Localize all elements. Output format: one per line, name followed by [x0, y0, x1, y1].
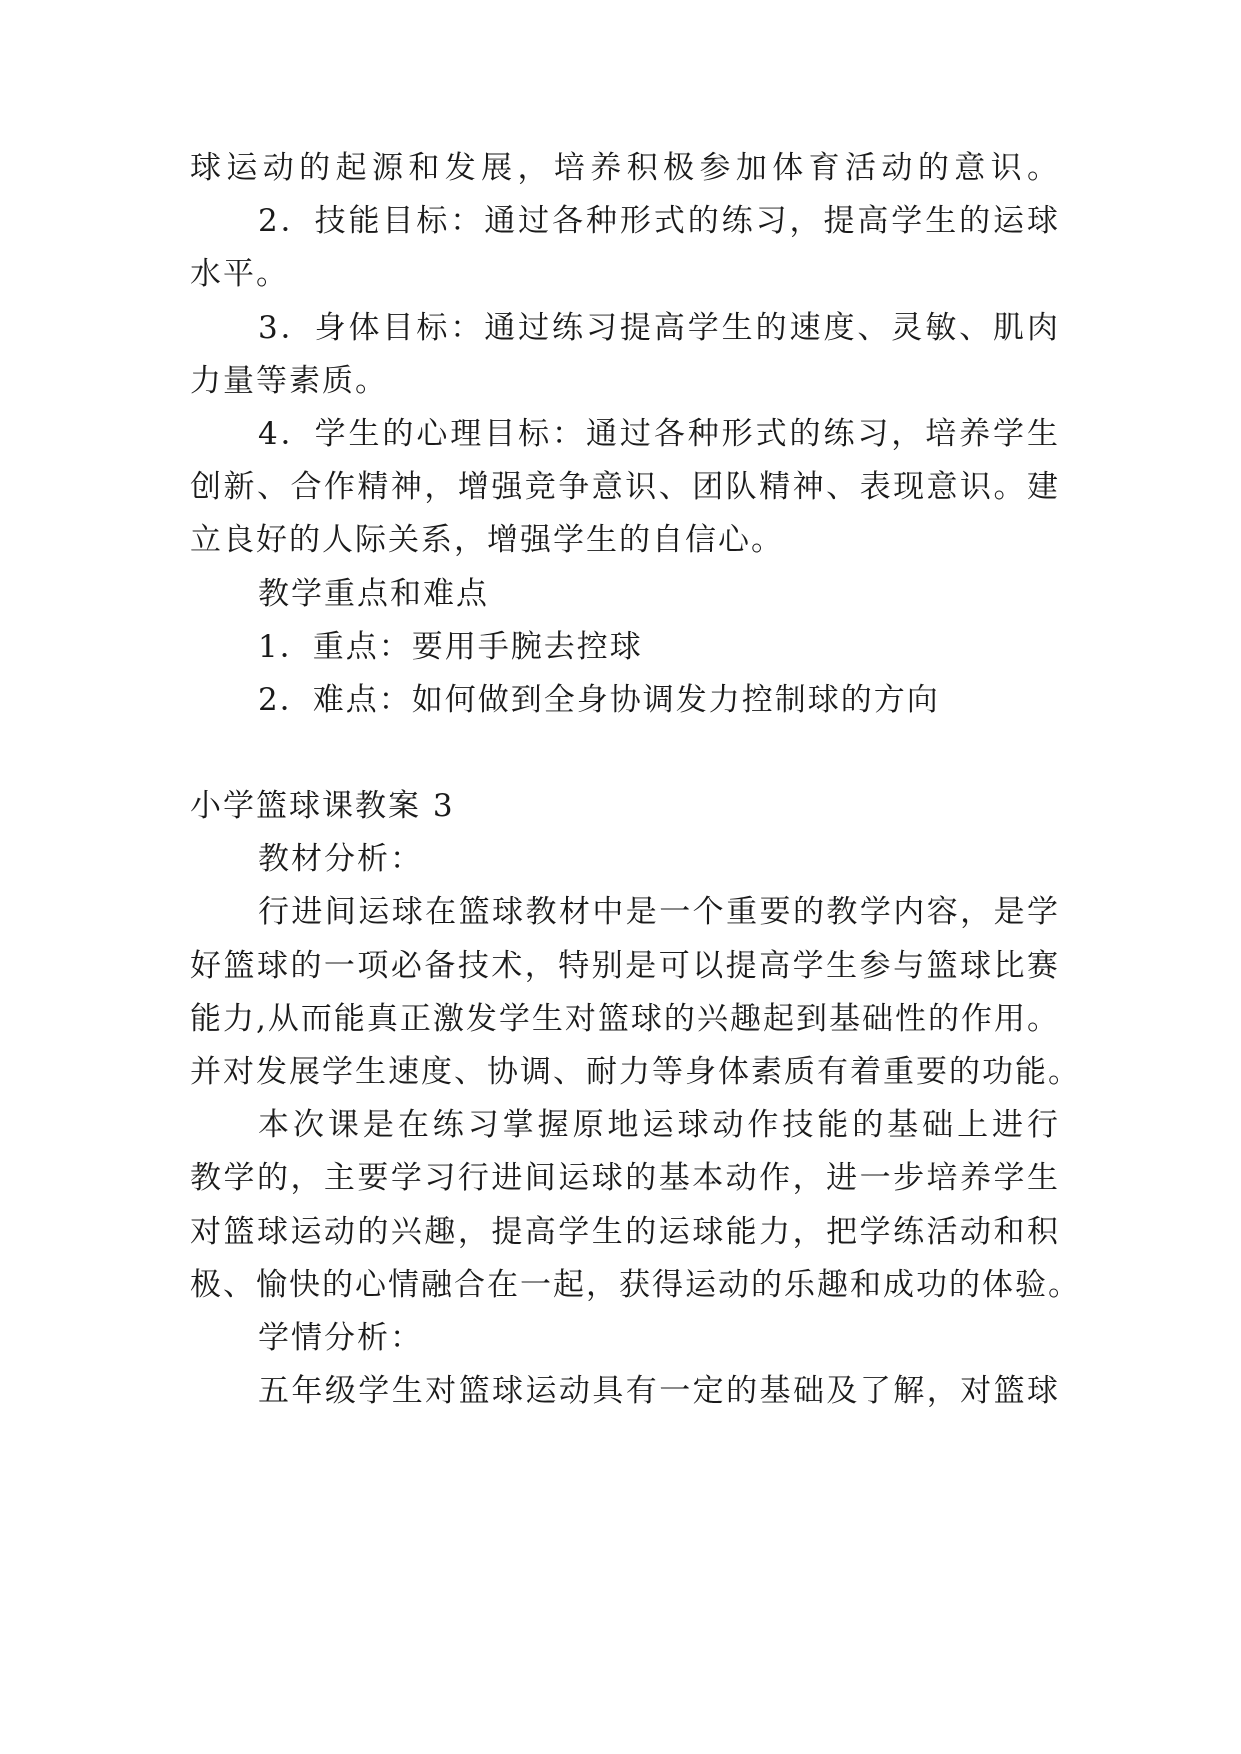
paragraph-line: 行进间运球在篮球教材中是一个重要的教学内容，是学 — [258, 894, 1060, 930]
paragraph-line: 极、愉快的心情融合在一起，获得运动的乐趣和成功的体验。 — [190, 1267, 1081, 1303]
paragraph-line: 4．学生的心理目标：通过各种形式的练习，培养学生 — [258, 416, 1060, 452]
paragraph-line: 教学的，主要学习行进间运球的基本动作，进一步培养学生 — [190, 1160, 1060, 1196]
paragraph-line: 水平。 — [190, 256, 289, 292]
list-item: 2．难点：如何做到全身协调发力控制球的方向 — [258, 682, 940, 718]
paragraph-line: 五年级学生对篮球运动具有一定的基础及了解，对篮球 — [258, 1373, 1060, 1409]
paragraph-line: 球运动的起源和发展，培养积极参加体育活动的意识。 — [190, 150, 1060, 186]
paragraph-line: 并对发展学生速度、协调、耐力等身体素质有着重要的功能。 — [190, 1054, 1081, 1090]
paragraph-line: 2．技能目标：通过各种形式的练习，提高学生的运球 — [258, 203, 1060, 239]
paragraph-line: 立良好的人际关系，增强学生的自信心。 — [190, 522, 784, 558]
section-heading: 教材分析： — [258, 841, 423, 877]
paragraph-line: 本次课是在练习掌握原地运球动作技能的基础上进行 — [258, 1107, 1060, 1143]
paragraph-line: 能力,从而能真正激发学生对篮球的兴趣起到基础性的作用。 — [190, 1001, 1060, 1037]
paragraph-line: 对篮球运动的兴趣，提高学生的运球能力，把学练活动和积 — [190, 1214, 1060, 1250]
section-heading: 学情分析： — [258, 1320, 423, 1356]
paragraph-line: 好篮球的一项必备技术，特别是可以提高学生参与篮球比赛 — [190, 948, 1060, 984]
list-item: 1．重点：要用手腕去控球 — [258, 629, 643, 665]
paragraph-line: 3．身体目标：通过练习提高学生的速度、灵敏、肌肉 — [258, 310, 1060, 346]
document-title: 小学篮球课教案 3 — [190, 788, 455, 824]
paragraph-line: 力量等素质。 — [190, 363, 388, 399]
paragraph-line: 创新、合作精神，增强竞争意识、团队精神、表现意识。建 — [190, 469, 1060, 505]
section-heading: 教学重点和难点 — [258, 576, 489, 612]
